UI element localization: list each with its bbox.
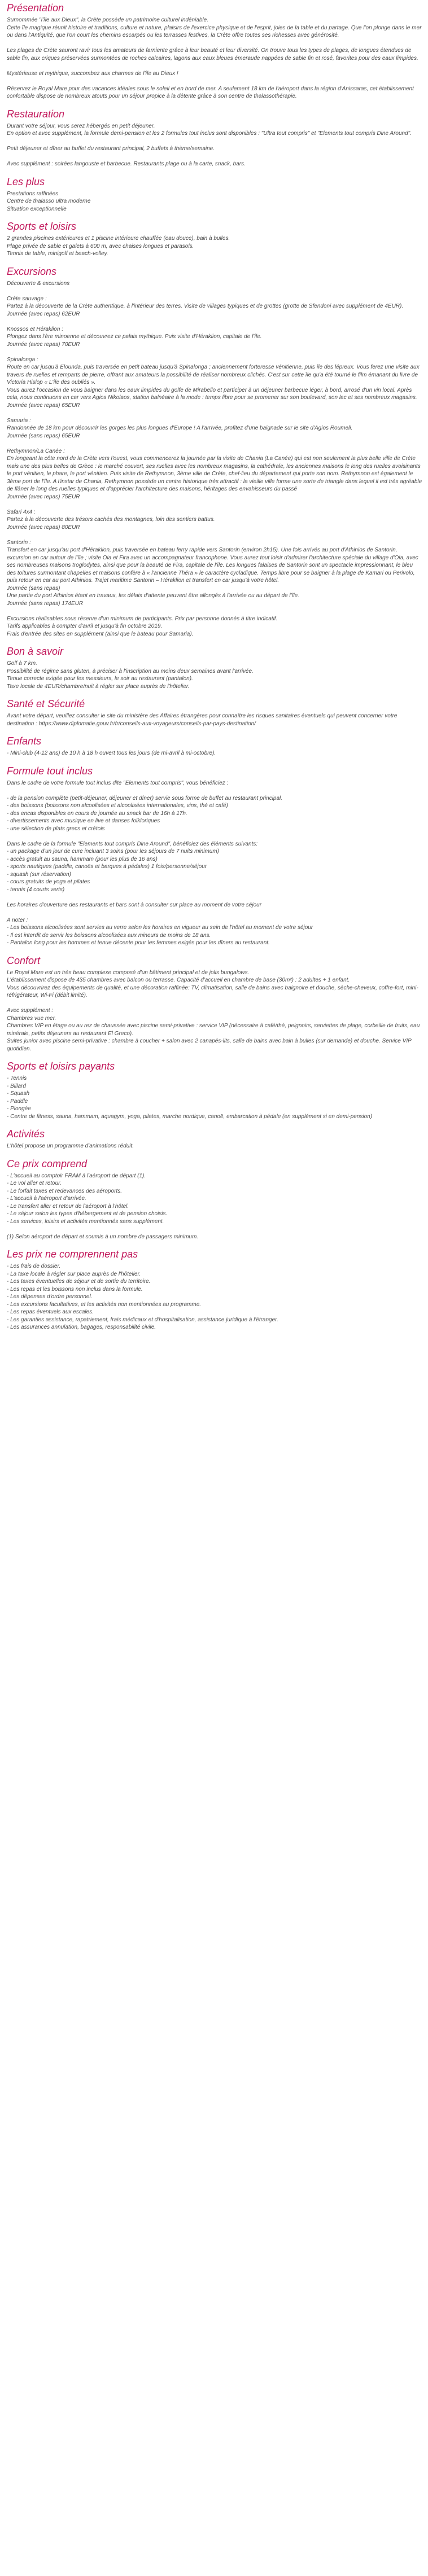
paragraph: Knossos et Héraklion : Plongez dans l'ère minoenne et découvrez ce palais mythique. Puis visite d'Héraklion, capitale de l'île. Journée (avec repas) 70EUR (7, 326, 262, 348)
paragraph: - Tennis - Billard - Squash - Paddle - Plongée - Centre de fitness, sauna, hammam, aquagym, yoga, pilates, marche nordique, canoë, embarcation à pédale (en supplément si en demi-pension) (7, 1075, 373, 1120)
paragraph: Durant votre séjour, vous serez hébergés en petit déjeuner. En option et avec supplément, la formule demi-pension et les 2 formules tout inclus sont disponibles : "Ultra tout compris" et "Elements tout compris Dine Around". (7, 122, 412, 137)
section (7, 176, 422, 213)
section (7, 108, 422, 168)
paragraph: Surnommée "l'île aux Dieux", la Crète possède un patrimoine culturel indéniable. Cette île magique réunit histoire et traditions, culture et nature, plaisirs de l'exercice physique et de l'esprit, joies de la table et du partage. Que l'on plonge dans le mer ou dans l'Antiquité, que l'on court les chemins escarpés ou les terrasses festives, la Crète offre toutes ses richesses avec générosité. (7, 17, 422, 38)
paragraph: 2 grandes piscines extérieures et 1 piscine intérieure chauffée (eau douce), bain à bulles. Plage privée de sable et galets à 600 m, avec chaises longues et parasols. Tennis de table, minigolf et beach-volley. (7, 235, 230, 257)
section-title: Santé et Sécurité (7, 698, 85, 709)
paragraph: - de la pension complète (petit-déjeuner, déjeuner et dîner) servie sous forme de buffet au restaurant principal. - des boissons (boissons non alcoolisées et alcoolisées internationales, vins, thé et café) - des encas disponibles en cours de journée au snack bar de 16h à 17h. - divertissements avec musique en live et danses folkloriques - une sélection de plats grecs et crétois (7, 795, 283, 832)
paragraph: Prestations raffinées Centre de thalasso ultra moderne Situation exceptionnelle (7, 190, 91, 212)
paragraph: Spinalonga : Route en car jusqu'à Elounda, puis traversée en petit bateau jusqu'à Spinalonga ; anciennement forteresse vénitienne, puis île des lépreux. Vous ferez une visite aux travers de ruelles et remparts de pierre, offrant aux amateurs la possibilité de réaliser nombreux clichés. C'est sur cette île qu'a été tourné le film émanant du livre de Victoria Hislop « L'île des oubliés ». Vous aurez l'occasion de vous baigner dans les eaux limpides du golfe de Mirabello et participer à un déjeuner barbecue léger, à bord, arrosé d'un vin local. Après cela, nous continuons en car vers Agios Nikolaos, station balnéaire à la mode : temps libre pour se promener sur son boulevard, son lac et ses nombreux magasins. Journée (avec repas) 65EUR (7, 356, 420, 409)
paragraph: Réservez le Royal Mare pour des vacances idéales sous le soleil et en bord de mer. A seulement 18 km de l'aéroport dans la région d'Anissaras, cet établissement confortable dispose de nombreux atouts pour un séjour propice à la détente grâce à son centre de thalassothérapie. (7, 85, 414, 99)
section-title: Sports et loisirs (7, 221, 77, 232)
paragraph: Petit déjeuner et dîner au buffet du restaurant principal, 2 buffets à thème/semaine. (7, 146, 215, 152)
section (7, 1158, 422, 1241)
paragraph: Avant votre départ, veuillez consulter le site du ministère des Affaires étrangères pour connaître les risques sanitaires éventuels qui peuvent concerner votre destination : https://www.diplomatie.gouv.fr/fr/conseils-aux-voyageurs/conseils-par-pays-destination/ (7, 713, 398, 727)
section-title: Présentation (7, 2, 64, 14)
product-description (0, 2, 428, 1331)
section (7, 220, 422, 258)
paragraph: Safari 4x4 : Partez à la découverte des trésors cachés des montagnes, loin des sentiers battus. Journée (avec repas) 80EUR (7, 509, 215, 531)
paragraph: Rethymnon/La Canée : En longeant la côte nord de la Crète vers l'ouest, vous commencerez la journée par la visite de Chania (La Canée) qui est non seulement la plus belle ville de Crète mais une des plus belles de Grèce : le marché couvert, ses ruelles avec les nombreux magasins, la cathédrale, les anciennes maisons le long des ruelles avoisinants le port vénitien, le phare, le port vénitien. Puis visite de Rethymnon, 3ème ville de Crète, chef-lieu du département qui porte son nom. Rethymnon est également le 3ème port de l'île. A l'instar de Chania, Rethymnon possède un centre historique très attractif : la vieille ville forme une sorte de triangle dans lequel il est très agréable de flâner le long des ruelles typiques et d'apprécier l'architecture des maisons, héritages des envahisseurs du passé Journée (avec repas) 75EUR (7, 448, 422, 500)
paragraph: - Les frais de dossier. - La taxe locale à régler sur place auprès de l'hôtelier. - Les taxes éventuelles de séjour et de sortie du territoire. - Les repas et les boissons non inclus dans la formule. - Les dépenses d'ordre personnel. - Les excursions facultatives, et les activités non mentionnées au programme. - Les repas éventuels aux escales. - Les garanties assistance, rapatriement, frais médicaux et d'hospitalisation, assistance juridique à l'étranger. - Les assurances annulation, bagages, responsabilité civile. (7, 1263, 278, 1330)
section (7, 1060, 422, 1120)
section (7, 2, 422, 100)
paragraph: Mystérieuse et mythique, succombez aux charmes de l'île au Dieux ! (7, 70, 178, 77)
section-title: Les plus (7, 176, 45, 187)
section-title: Excursions (7, 265, 57, 277)
paragraph: Samaria : Randonnée de 18 km pour découvrir les gorges les plus longues d'Europe ! A l'arrivée, profitez d'une baignade sur le site d'Agios Roumeli. Journée (sans repas) 65EUR (7, 417, 353, 439)
paragraph: Golf à 7 km. Possibilité de régime sans gluten, à préciser à l'inscription au moins deux semaines avant l'arrivée. Tenue correcte exigée pour les messieurs, le soir au restaurant (pantalon). Taxe locale de 4EUR/chambre/nuit à régler sur place auprès de l'hôtelier. (7, 660, 254, 690)
paragraph: Santorin : Transfert en car jusqu'au port d'Héraklion, puis traversée en bateau ferry rapide vers Santorin (environ 2h15). Une fois arrivés au port d'Athinios de Santorin, excursion en car autour de l'île ; visite Oia et Fira avec un accompagnateur francophone. Vous aurez tout loisir d'admirer l'architecture spéciale du village d'Oia, avec ses nombreuses maisons troglodytes, ainsi que pour la beauté de Fira, capitale de l'île. Les longues falaises de Santorin sont un spectacle impressionnant, le bleu des toitures surmontant chapelles et maisons confère à « l'ancienne Théra » le caractère cycladique. Temps libre pour se baigner à la plage de Kamari ou Perivolo, puis retour en car au port Athinios. Trajet maritime Santorin – Héraklion et transfert en car jusqu'à votre hôtel. Journée (sans repas) Une partie du port Athinios étant en travaux, les délais d'attente peuvent être allongés à l'arrivée ou au départ de l'île. Journée (sans repas) 174EUR (7, 539, 418, 607)
section (7, 1248, 422, 1331)
section (7, 645, 422, 690)
paragraph: A noter : - Les boissons alcoolisées sont servies au verre selon les horaires en vigueur au sein de l'hôtel au moment de votre séjour - Il est interdit de servir les boissons alcoolisées aux mineurs de moins de 18 ans. - Pantalon long pour les hommes et tenue décente pour les femmes exigés pour les dîners au restaurant. (7, 917, 313, 946)
section (7, 1128, 422, 1150)
section-title: Restauration (7, 108, 65, 120)
section-title: Ce prix comprend (7, 1158, 88, 1169)
section-title: Confort (7, 954, 41, 966)
section (7, 698, 422, 728)
section-title: Sports et loisirs payants (7, 1061, 115, 1072)
paragraph: Avec supplément : soirées langouste et barbecue. Restaurants plage ou à la carte, snack, bars. (7, 161, 246, 167)
paragraph: - L'accueil au comptoir FRAM à l'aéroport de départ (1). - Le vol aller et retour. - Le forfait taxes et redevances des aéroports. - L'accueil à l'aéroport d'arrivée. - Le transfert aller et retour de l'aéroport à l'hôtel. - Le séjour selon les types d'hébergement et de pension choisis. - Les services, loisirs et activités mentionnés sans supplément. (7, 1172, 168, 1225)
paragraph: Le Royal Mare est un très beau complexe composé d'un bâtiment principal et de jolis bungalows. L'établissement dispose de 435 chambres avec balcon ou terrasse. Capacité d'accueil en chambre de base (30m²) : 2 adultes + 1 enfant. Vous découvrirez des équipements de qualité, et une décoration raffinée: TV, climatisation, salle de bains avec baignoire et douche, sèche-cheveux, coffre-fort, mini-réfrigérateur, Wi-Fi (débit limité). (7, 969, 418, 998)
paragraph: Dans le cadre de la formule "Elements tout compris Dine Around", bénéficiez des éléments suivants: - un package d'un jour de cure incluant 3 soins (pour les séjours de 7 nuits minimum) - accès gratuit au sauna, hammam (pour les plus de 16 ans) - sports nautiques (paddle, canoës et barques à pédales) 1 fois/personne/séjour - squash (sur réservation) - cours gratuits de yoga et pilates - tennis (4 courts verts) (7, 840, 258, 893)
paragraph: (1) Selon aéroport de départ et soumis à un nombre de passagers minimum. (7, 1233, 199, 1240)
paragraph: L'hôtel propose un programme d'animations réduit. (7, 1143, 134, 1149)
section-title: Bon à savoir (7, 646, 64, 657)
section (7, 954, 422, 1053)
section (7, 265, 422, 638)
paragraph: Crète sauvage : Partez à la découverte de la Crète authentique, à l'intérieur des terres. Visite de villages typiques et de grottes (grotte de Sfendoni avec supplément de 4EUR). Journée (avec repas) 62EUR (7, 295, 404, 317)
paragraph: Avec supplément : Chambres vue mer. Chambres VIP en étage ou au rez de chaussée avec piscine semi-privative : service VIP (nécessaire à café/thé, peignoirs, serviettes de plage, corbeille de fruits, eau minérale, petits déjeuners au restaurant El Greco). Suites junior avec piscine semi-privative : chambre à coucher + salon avec 2 canapés-lits, salle de bains avec bain à bulles (sur demande) et douche. Service VIP quotidien. (7, 1007, 420, 1052)
paragraph: - Mini-club (4-12 ans) de 10 h à 18 h ouvert tous les jours (de mi-avril à mi-octobre). (7, 750, 216, 756)
paragraph: Les plages de Crète sauront ravir tous les amateurs de farniente grâce à leur beauté et leur diversité. On trouve tous les types de plages, de longues étendues de sable fin, aux criques préservées surmontées de roches calcaires, lagons aux eaux bleues émeraude nappées de sable fin et rosé, favorites pour des eaux limpides. (7, 47, 418, 62)
section-title: Les prix ne comprennent pas (7, 1248, 138, 1260)
paragraph: Excursions réalisables sous réserve d'un minimum de participants. Prix par personne donnés à titre indicatif. Tarifs applicables à compter d'avril et jusqu'à fin octobre 2019. Frais d'entrée des sites en supplément (ainsi que le bateau pour Samaria). (7, 615, 278, 637)
paragraph: Dans le cadre de votre formule tout inclus dite "Elements tout compris", vous bénéficiez : (7, 779, 229, 786)
section-title: Enfants (7, 735, 42, 747)
paragraph: Les horaires d'ouverture des restaurants et bars sont à consulter sur place au moment de votre séjour (7, 901, 262, 908)
section-title: Formule tout inclus (7, 765, 93, 777)
section (7, 765, 422, 947)
paragraph: Découverte & excursions (7, 280, 70, 287)
section-title: Activités (7, 1128, 45, 1140)
section (7, 735, 422, 757)
